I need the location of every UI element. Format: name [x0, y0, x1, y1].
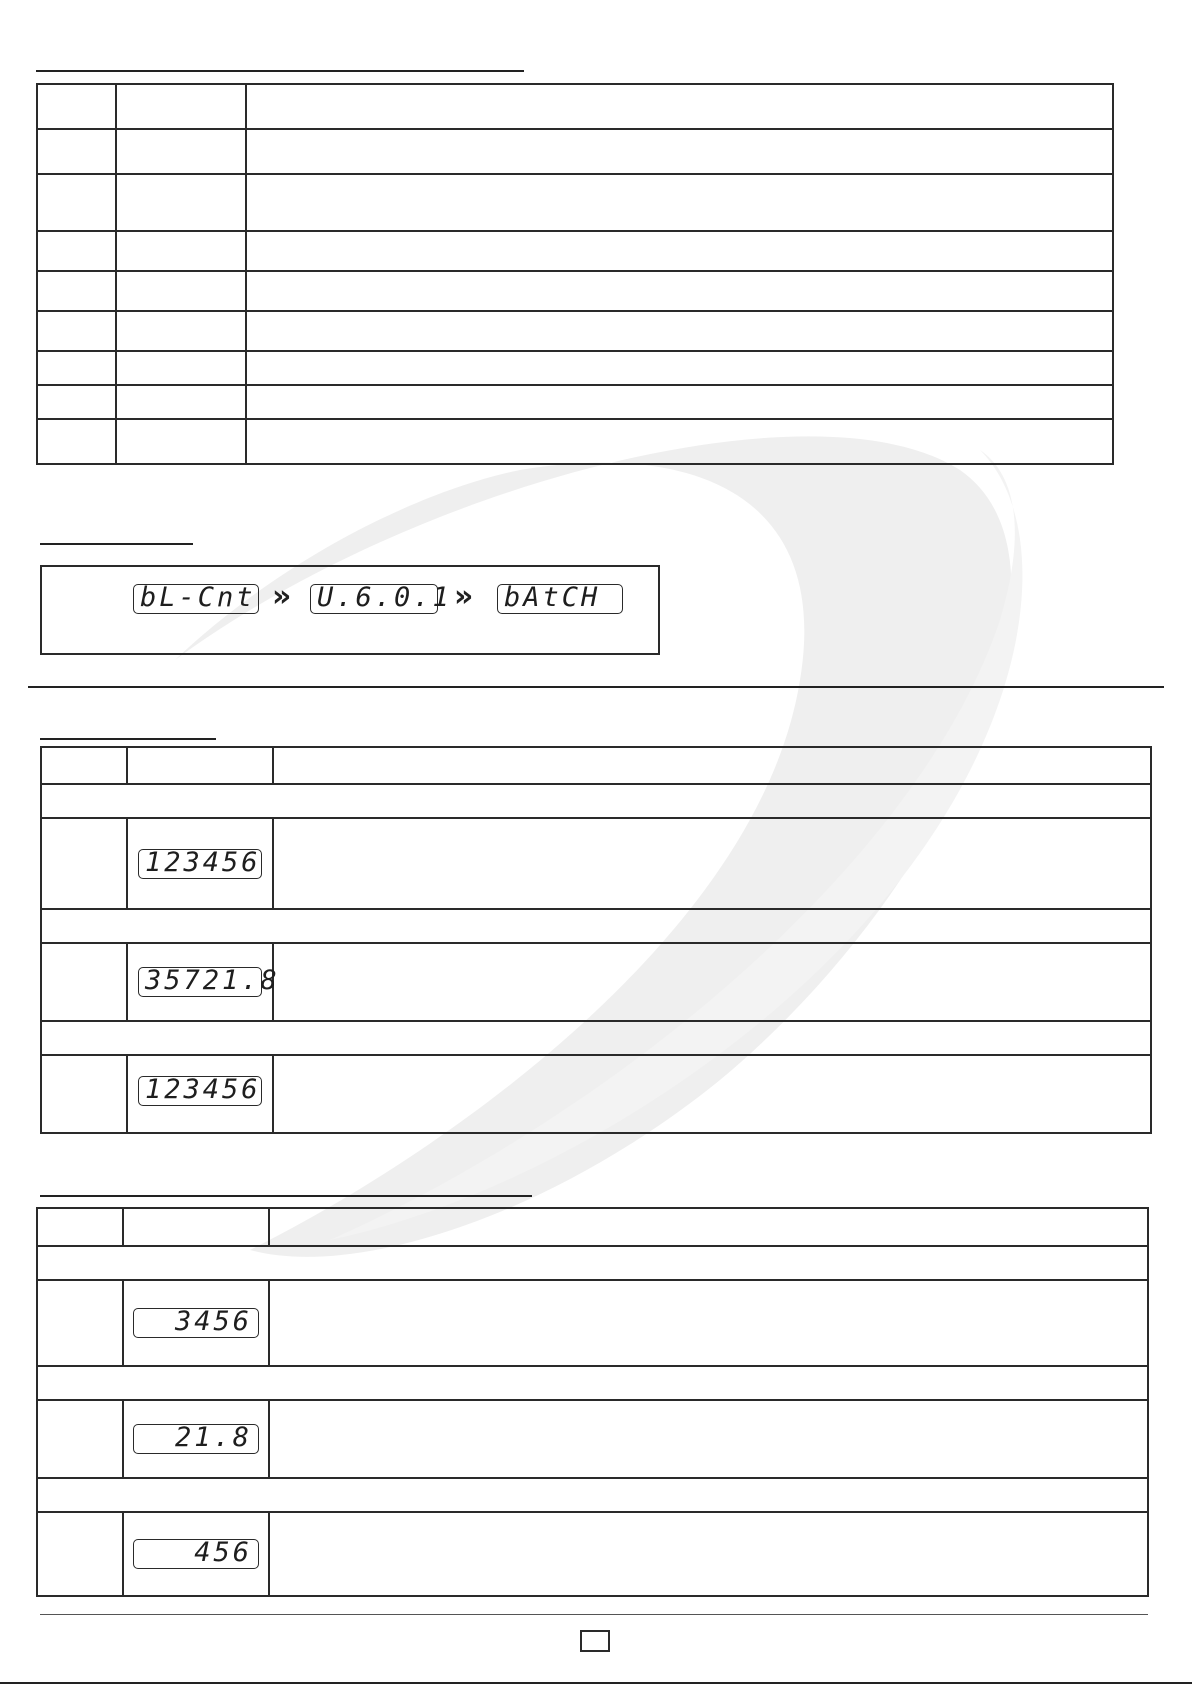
table-row	[37, 1512, 1148, 1596]
page-number-box	[580, 1630, 610, 1652]
table-row	[37, 351, 1113, 385]
display-table-2	[36, 1207, 1149, 1597]
section-heading-underline	[36, 70, 524, 72]
table-group-row	[37, 1478, 1148, 1512]
table-row	[37, 271, 1113, 311]
table-row	[37, 385, 1113, 419]
table-row	[41, 818, 1151, 909]
table-group-row	[37, 1366, 1148, 1400]
lcd-display: 3456	[133, 1308, 259, 1338]
boot-display-3: bAtCH	[497, 584, 623, 614]
boot-sequence-box	[40, 565, 660, 655]
table-group-row	[41, 784, 1151, 818]
display-table	[40, 746, 1152, 1134]
table-header-row	[37, 1208, 1148, 1246]
table-row	[37, 129, 1113, 174]
boot-display-2: U.6.0.1	[310, 584, 438, 614]
table-row	[37, 1400, 1148, 1478]
table-row	[37, 231, 1113, 271]
parameter-table	[36, 83, 1114, 465]
table-row	[37, 1280, 1148, 1366]
table-row	[37, 174, 1113, 231]
subheading-underline	[40, 543, 193, 545]
lcd-display: 35721.8	[138, 967, 262, 997]
table-row	[41, 943, 1151, 1021]
table-header-row	[41, 747, 1151, 784]
lcd-display: 123456	[138, 1076, 262, 1106]
table-group-row	[41, 909, 1151, 943]
table-row	[41, 1055, 1151, 1133]
lcd-display: 123456	[138, 849, 262, 879]
table-group-row	[37, 1246, 1148, 1280]
lcd-display: 21.8	[133, 1424, 259, 1454]
double-chevron-icon: »	[272, 579, 292, 614]
page-bottom-rule	[0, 1682, 1192, 1684]
table-row	[37, 311, 1113, 351]
table-row	[37, 419, 1113, 464]
table-row	[37, 84, 1113, 129]
section-divider	[28, 686, 1164, 688]
section-heading-underline	[40, 1195, 532, 1197]
double-chevron-icon: »	[454, 579, 474, 614]
boot-display-1: bL-Cnt	[133, 584, 259, 614]
footer-rule	[40, 1614, 1148, 1615]
subheading-underline	[40, 738, 216, 740]
table-group-row	[41, 1021, 1151, 1055]
lcd-display: 456	[133, 1539, 259, 1569]
